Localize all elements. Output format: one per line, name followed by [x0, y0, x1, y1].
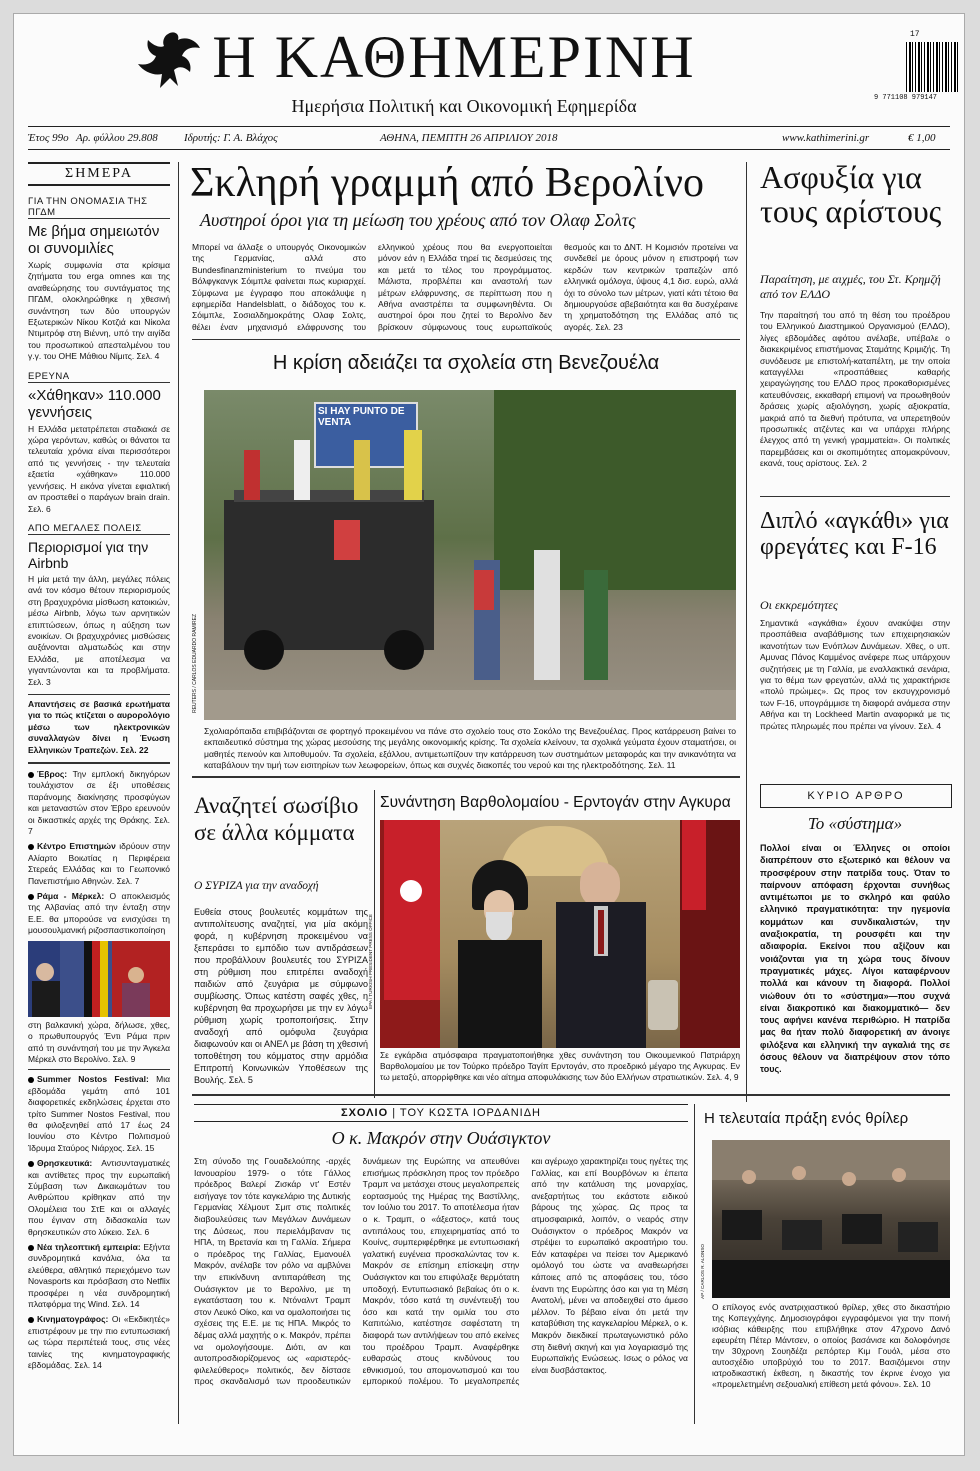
divider: [760, 496, 950, 497]
column-author: ΤΟΥ ΚΩΣΤΑ ΙΟΡΔΑΝΙΔΗ: [399, 1107, 541, 1119]
year: Έτος 99ο: [28, 132, 69, 144]
thriller-caption: Ο επίλογος ενός ανατριχιαστικού θρίλερ, χθες στο δικαστήριο της Κοπεγχάγης. Δημοσιογράφοι εγγραφόμενοι για την ποινή ισόβιας κάθειρξης που επιβλήθηκε στον 47χρονο Δανό εφευρέτη Πέτερ Μάντσεν, ο οποίος βασάνισε και δολοφόνησε την 30χρονη Σουηδέζα ρεπόρτερ Κιμ Γουόλ, μέσα στο αυτοσχέδιο υποβρύχιό του το 2017. Βασιζόμενοι στην ιατροδικαστική έκθεση, η δικαστής τον έκρινε ένοχο για «προμελετημένη σεξουαλική επίθεση μετά φόνου». Σελ. 10: [712, 1302, 950, 1389]
ankara-headline: Συνάντηση Βαρθολομαίου - Ερντογάν στην Αγκυρα: [380, 794, 731, 811]
column-title: Ο κ. Μακρόν στην Ουάσιγκτον: [331, 1128, 551, 1148]
today-label: ΣΗΜΕΡΑ: [28, 162, 170, 186]
brief-continued: στη βαλκανική χώρα, δήλωσε, χθες, ο πρωθυπουργός Έντι Ράμα πριν από τη συνάντησή του με την Άγκελα Μέρκελ στο Βερολίνο. Σελ. 9: [28, 1019, 170, 1064]
bullet-icon: [28, 894, 34, 900]
left-column: [28, 162, 170, 1371]
right-story-subtitle: Παραίτηση, με αιχμές, του Στ. Κρημζή από τον ΕΛΔΟ: [760, 272, 941, 301]
bullet-icon: [28, 1077, 34, 1083]
right-story-body: Την παραίτησή του από τη θέση του προέδρου του Ελληνικού Διαστημικού Οργανισμού (ΕΛΔΟ), λίγες εβδομάδες αφότου ανέλαβε, υπέβαλε ο διακεκριμένος επιστήμονας Σταμάτης Κριμιζής. Τη συνόδευσε με επιστολή-καταπέλτη, με την οποία καταγγέλλει «προσπάθειες καθαρής χειραγώγησης του ΕΛΔΟ προς προκαθορισμένες κατευθύνσεις, εκκαθαρή επιμονή να προωθηθούν δράσεις χωρίς αξιολόγηση, χωρίς αξιοκρατία, μακριά από τα διεθνή πρότυπα, να υπερετηθούν προσωπικές ατζέντες και να υπάρχει πλήρης έλεγχος από τη γενική γραμματεία». Οι πολιτικές παρεμβάσεις και οι σκοπιμότητες απομακρύνουν, εκανά, τους αρίστους. Σελ. 2: [760, 310, 950, 469]
brief-item: Νέα τηλεοπτική εμπειρία: Εξήντα συνδρομητικά κανάλια, όλα τα ελεύθερα, αθλητικό περιεχόμενο των Novasports και πρόσβαση στο Netflix προσφέρει η νέα συνδρομητική πλατφόρμα της Wind. Σελ. 14: [28, 1242, 170, 1310]
venezuela-caption: Σχολιαρόπαιδα επιβιβάζονται σε φορτηγό προκειμένου να πάνε στο σχολείο τους στο Σοκόλο της Βενεζουέλας. Προς κατάρρευση βαίνει το εκπαιδευτικό σύστημα της χώρας μεσούσης της μεγάλης οικονομικής κρίσης. Τα σχολεία κλείνουν, τα σχολικά γεύματα έχουν σταματήσει, οι μαθητές πεινούν και λιποθυμούν. Τα σχολεία, εξάλλου, αντιμετωπίζουν την κατάρρευση των συστημάτων μεταφοράς και την ανικανότητα να καταβάλουν την τιμή των εισιτηρίων των λεωφορείων, όπως και συχνές διακοπές του νερού και της ηλεκτροδότησης. Σελ. 11: [204, 726, 736, 771]
column-header: ΣΧΟΛΙΟ | ΤΟΥ ΚΩΣΤΑ ΙΟΡΔΑΝΙΔΗ: [194, 1104, 688, 1122]
right-story-subtitle: Οι εκκρεμότητες: [760, 598, 838, 612]
column-body: Στη σύνοδο της Γουαδελούπης -αρχές Ιανουαρίου 1979- ο τότε Γάλλος πρόεδρος Βαλερί Ζισκάρ ντ' Εστέν εισήγαγε τον τότε καγκελάριο της Δυτικής Γερμανίας Χέλμουτ Σμιτ στις πολιτικές διαβουλεύσεις των Μεγάλων Δυνάμεων της Δύσεως, που περιελάμβαναν τις ΗΠΑ, τη Βρετανία και τη Γαλλία. Σήμερα ο πρόεδρος της Γαλλίας, Εμανουέλ Μακρόν, ανέλαβε τον ρόλο να αμβλύνει την επικίνδυνη αντιπαράθεση της Ουάσιγκτον με το Βερολίνο, με τη εγκατάσταση του κ. Ντόναλντ Τραμπ στον Λευκό Οίκο, και να ομαλοποιήσει τις σχέσεις της Ε.Ε. με τις ΗΠΑ. Μικρός το δέμας αλλά μαχητής ο κ. Μακρόν, πρέπει να ομολογήσουμε. Διότι, αν και αυτοπροσδιορίζομενος ως «αριστερός-φιλελεύθερος» πολιτικός, δεν δίστασε προς σκανδαλισμό των προοδευτικών δυνάμεων της Ευρώπης να απευθύνει επισήμως πρόσκληση προς τον πρόεδρο Τραμπ να μετάσχει στους μεγαλοπρεπείς εορτασμούς της Ημέρας της Βαστίλλης, τον Ιούλιο του 2017. Το αποτέλεσμα ήταν ο κ. Τραμπ, ο «άξεστος», κατά τους αντιπάλους του, επιχειρηματίας από το Κουίνς, συμπεριφέρθηκε με εντυπωσιακή γαλατική ευγένεια προσκαλώντας τον κ. Μακρόν σε επίσημη επίσκεψη στην Ουάσιγκτον και του επιφύλαξε θερμότατη υποδοχή. Εντυπωσιακό βεβαίως ότι ο κ. Μακρόν, τόσο κατά τη συνέντευξή του όσο και κατά την ομιλία του στο Καπιτώλιο, κατέστησε σαφέστατη τη διαφορά των αντιλήψεων του από εκείνες του προέδρου Τραμπ. Αναφέρθηκε ευθαρσώς στους κινδύνους του εθνικισμού, του απομονωτισμού και του εμπορικού πολέμου. Το μεγαλοπρεπές και αγέρωχο χαρακτηρίζει τους ηγέτες της Γαλλίας, και επί Βουρβόνων κι έπειτα από την κατάλυση της μοναρχίας, ανεξαρτήτως του εκάστοτε ειδικού βάρους της χώρας. Ως προς τα ατμοσφαιρικά, λοιπόν, ο νεαρός στην Ουάσιγκτον ο πρόεδρος Μακρόν να στρέψει το ευρωπαϊκό ακροατήριο του. Εάν καταφέρει να πείσει τον Αμερικανό ομόλογό του ώστε να αναθεωρήσει κάποιες από τις αποφάσεις του, τόσο έναντι της Ευρώπης όσο και για τη Μέση Ανατολή, μένει να αποδειχθεί στο άμεσο μέλλον. Το βέβαιο είναι ότι μετά την καταβύθιση της καγκελαρίου Μέρκελ, ο κ. Μακρόν διεκδικεί πρωταγωνιστικό ρόλο στη διεθνή σκηνή και για λογαριασμό της Ευρωπαϊκής Ενώσεως. Ισως ο ρόλος να είναι δυσβάστακτος.: [194, 1156, 688, 1387]
column-rule: [178, 162, 179, 1424]
masthead-title: Η ΚΑΘΗΜΕΡΙΝΗ: [212, 24, 696, 90]
right-story-title: Ασφυξία για τους αρίστους: [760, 159, 942, 229]
issue-code: 17: [910, 30, 920, 39]
story-title: «Χάθηκαν» 110.000 γεννήσεις: [28, 386, 161, 421]
column-rule: [746, 162, 747, 1102]
brief-item: Θρησκευτικά: Αντισυνταγματικές και αντίθετες προς την ευρωπαϊκή Σύμβαση των Δικαιωμάτων του Ανθρώπου κρίθηκαν από την Ολομέλεια του ΣτΕ και οι αλλαγές που έγιναν στη διδασκαλία των θρησκευτικών στο λύκειο. Σελ. 6: [28, 1158, 170, 1237]
story-body: Η Ελλάδα μετατρέπεται σταδιακά σε χώρα γερόντων, καθώς οι θάνατοι τα τελευταία χρόνια είναι περισσότεροι από τις γεννήσεις - την τελευταία εξαετία «χάθηκαν» 110.000 γεννήσεις. Η εικόνα γίνεται εφιαλτική αν προστεθεί ο παράγων brain drain. Σελ. 6: [28, 423, 170, 514]
bullet-icon: [28, 1245, 34, 1251]
lead-headline: Σκληρή γραμμή από Βερολίνο: [190, 160, 704, 206]
masthead-subtitle: Ημερήσια Πολιτική και Οικονομική Εφημερίδα: [291, 96, 637, 116]
divider: [192, 776, 740, 778]
ankara-caption: Σε εγκάρδια ατμόσφαιρα πραγματοποιήθηκε χθες συνάντηση του Οικουμενικού Πατριάρχη Βαρθολομαίου με τον Τούρκο πρόεδρο Ταγίπ Ερντογάν, στο προεδρικό μέγαρο της Αγκυρας. Εν τω μεταξύ, απορρίφθηκε και νέο αίτημα αποφυλάκισης των δύο Ελλήνων στρατιωτικών. Σελ. 4, 9: [380, 1050, 740, 1082]
section-kicker: ΓΙΑ ΤΗΝ ΟΝΟΜΑΣΙΑ ΤΗΣ ΠΓΔΜ: [28, 196, 170, 219]
divider: [28, 1069, 170, 1070]
divider: [28, 762, 170, 764]
right-story-body: Σημαντικά «αγκάθια» έχουν ανακύψει στην προσπάθεια αναβάθμισης των επιχειρησιακών ικανοτήτων των Ενόπλων Δυνάμεων. Χθες, ο υπ. Αμυνας Πάνος Καμμένος ανέφερε πως υπάρχουν συζητήσεις με τη Γαλλία, με εναλλακτικά σενάρια, για το θέμα των φρεγατών, αλλά τις χαρακτήρισε «πολύ πρώιμες». Ως προς τον εκσυγχρονισμό των F-16, υπογράμμισε τη διαφορά ανάμεσα στην Αθήνα και τη Lockheed Martin αναφορικά με τις πρώτες πληρωμές που πρέπει να γίνουν. Σελ. 4: [760, 618, 950, 731]
venezuela-headline: Η κρίση αδειάζει τα σχολεία στη Βενεζουέλα: [272, 352, 660, 374]
photo-credit: EPA / TURKISH PRESIDENT PRESS OFFICE: [368, 914, 373, 1009]
lead-body: Μπορεί να άλλαξε ο υπουργός Οικονομικών της Γερμανίας, αλλά στο Bundesfinanzministerium το πνεύμα του Βόλφγκανγκ Σόιμπλε φαίνεται πως κυριαρχεί. Σύμφωνα με έγγραφο που αποκάλυψε η εφημερίδα Handelsblatt, ο διάδοχος του κ. Σόιμπλε, Σοσιαλδημοκράτης Ολαφ Σολτς, θέλει έναν μηχανισμό ελάφρυνσης του ελληνικού χρέους που θα ενεργοποιείται μόνον εάν η Ελλάδα τηρεί τις δεσμεύσεις της και μετά το τέλος του προγράμματος. Μάλιστα, προβλέπει και αναστολή των μέτρων ελάφρυνσης, σε περίπτωση που η Αθήνα αναστρέπει τα συμφωνηθέντα. Οι αυστηροί όροι που ζητεί το Βερολίνο δεν βρίσκουν σύμφωνους τους ευρωπαϊκούς θεσμούς και το ΔΝΤ. Η Κομισιόν προτείνει να συνδεθεί με όρους μόνον η επιστροφή των κερδών των κεντρικών τραπεζών από ελληνικά ομόλογα, ύψους 4,1 δισ. ευρώ, αλλά όχι το σύνολο των μέτρων, γιατί κάτι τέτοιο θα δημιουργούσε αβεβαιότητα και θα δυσχέραινε τη χρηματοδότηση της Ελλάδας από τις αγορές. Σελ. 23: [192, 242, 738, 332]
brief-item: Κέντρο Επιστημών ιδρύουν στην Αλίαρτο Βοιωτίας η Περιφέρεια Στερεάς Ελλάδας και το Γεωπονικό Πανεπιστήμιο Αθηνών. Σελ. 7: [28, 841, 170, 886]
bullet-icon: [28, 844, 34, 850]
bullet-icon: [28, 1161, 34, 1167]
lead-subtitle: Αυστηροί όροι για τη μείωση του χρέους από τον Ολαφ Σολτς: [200, 210, 636, 230]
syriza-subtitle: Ο ΣΥΡΙΖΑ για την αναδοχή: [194, 880, 319, 892]
website: www.kathimerini.gr: [782, 132, 870, 144]
venezuela-photo: [204, 390, 736, 720]
bullet-icon: [28, 772, 34, 778]
price: € 1,00: [908, 132, 936, 144]
story-title: Με βήμα σημειωτόν οι συνομιλίες: [28, 223, 160, 257]
syriza-headline: Αναζητεί σωσίβιο σε άλλα κόμματα: [194, 793, 359, 845]
ankara-photo: [380, 820, 740, 1048]
editorial-title: Το «σύστημα»: [807, 814, 903, 833]
section-kicker: ΑΠΟ ΜΕΓΑΛΕΣ ΠΟΛΕΙΣ: [28, 523, 170, 535]
founder: Ιδρυτής: Γ. Α. Βλάχος: [184, 132, 278, 144]
story-body: Χωρίς συμφωνία στα κρίσιμα ζητήματα του erga omnes και της αναθεώρησης του συντάγματος της ΠΓΔΜ, ολοκληρώθηκε η χθεσινή συνάντηση των δύο υπουργών Εξωτερικών Νίκου Κοτζιά και Νίκολα Ντιμιτρόφ στη Βιέννη, υπό την αιγίδα του προσωπικού απεσταλμένου του γ.γ. του ΟΗΕ Μάθιου Νίμιτς. Σελ. 4: [28, 260, 170, 362]
syriza-body: Ευθεία στους βουλευτές κομμάτων της αντιπολίτευσης αναζητεί, για μία ακόμη φορά, η κυβέρνηση προκειμένου να ξεπεράσει το εμπόδιο των αντιδράσεων που προβάλλουν βουλευτές του ΣΥΡΙΖΑ στη ρύθμιση που επιτρέπει αναδοχή παιδιών από ζευγάρια με σύμφωνο συμβίωσης. Όπως κατέστη σαφές χθες, η κυβέρνηση θα προχωρήσει με την εν λόγω ρύθμιση χωρίς τροποποιήσεις. Στην αναδοχή από ομόφυλα ζευγάρια διαφωνούν και οι ΑΝΕΛ με βάση τη χθεσινή τοποθέτηση του κόμματος στην αρμόδια Επιτροπή Κοινωνικών Υποθέσεων της Βουλής. Σελ. 5: [194, 907, 368, 1085]
thriller-photo: [712, 1140, 950, 1298]
barcode-number: 9 771108 979147: [874, 94, 938, 102]
divider: [192, 1094, 950, 1096]
newspaper-front-page: [14, 14, 964, 1455]
editorial-body: Πολλοί είναι οι Έλληνες οι οποίοι διαπρέπουν στο εξωτερικό και θέλουν να προσφέρουν στην πατρίδα τους. Όταν το παίρνουν απόφαση έρχονται συνήθως αντιμέτωποι με το σκληρό και φαύλο ελληνικό πραγματικότητα: την ηγεμονία κομμάτων και συνδικαλιστών, την αναξιοκρατία, τη ρουσφέτι και την αδιαφορία. Εκείνοι που αξίζουν και νοιάζονται για τη χώρα τους δίνουν πραγματικές μάχες. Λίγοι καταφέρνουν πολλά και κάνουν τη διαφορά. Πολλοί νιώθουν ότι το «σύστημα»—που συχνά είναι διακροπικό και διακομματικό— δεν τους αφήνει κανένα περιθώριο. Η πατρίδα μας θα ήταν πολύ διαφορετική αν άνοιγε φιλόξενα και ελληνική την αγκαλιά της σε όσους θέλουν να διαπρέψουν στον τόπο τους.: [760, 843, 950, 1075]
photo-credit: AP / CARLOS R. ALONSO: [700, 1244, 705, 1299]
rama-merkel-photo: [28, 941, 170, 1017]
editorial-label: ΚΥΡΙΟ ΑΡΘΡΟ: [760, 784, 952, 808]
info-bar: [28, 126, 950, 150]
right-story-title: Διπλό «αγκάθι» για φρεγάτες και F-16: [760, 508, 949, 560]
brief-body: Απαντήσεις σε βασικά ερωτήματα για το πώς κτίζεται ο αυρορολόγιο μέσω των ηλεκτρονικών συναλλαγών δίνει η Ένωση Ελληνικών Τραπεζών. Σελ. 22: [28, 698, 170, 755]
column-rule: [694, 1104, 695, 1424]
divider: [28, 694, 170, 695]
story-body: Η μία μετά την άλλη, μεγάλες πόλεις ανά τον κόσμο θέτουν περιορισμούς στη βραχυχρόνια μίσθωση κατοικιών, μέσω Airbnb, λόγω των αρνητικών επιπτώσεων, όπως η αύξηση των ενοικίων. Οι βραχυχρόνιες μισθώσεις αυξάνονται αλματωδώς και στην Ελλάδα, με αποτέλεσμα να γιγαντώνονται και τα προβλήματα. Σελ. 3: [28, 573, 170, 687]
truck-sign-text: SI HAY PUNTO DE VENTA: [318, 406, 405, 428]
divider: [192, 339, 740, 340]
section-kicker: ΕΡΕΥΝΑ: [28, 371, 170, 383]
brief-item: Ράμα - Μέρκελ: Ο αποκλεισμός της Αλβανίας από την ένταξη στην Ε.Ε. θα μπορούσε να ενισχύσει τη μουσουλμανική ριζοσπαστικοποίηση: [28, 891, 170, 936]
photo-credit: REUTERS / CARLOS EDUARDO RAMIREZ: [192, 614, 198, 713]
bullet-icon: [28, 1317, 34, 1323]
sheet-number: Αρ. φύλλου 29.808: [76, 132, 158, 144]
brief-item: Summer Nostos Festival: Μια εβδομάδα γεμάτη από 101 διαφορετικές εκδηλώσεις έρχεται στο τρίτο Summer Nostos Festival, που θα φιλοξενηθεί από 17 έως 24 Ιουνίου στο Κέντρο Πολιτισμού Ίδρυμα Σταύρος Νιάρχος. Σελ. 15: [28, 1074, 170, 1153]
brief-item: Έβρος: Την εμπλοκή δικηγόρων τουλάχιστον σε έξι υποθέσεις παράνομης διακίνησης προσφύγων και μεταναστών στον Έβρο ερευνούν οι δικαστικές αρχές της Θράκης. Σελ. 7: [28, 769, 170, 837]
dateline: ΑΘΗΝΑ, ΠΕΜΠΤΗ 26 ΑΠΡΙΛΙΟΥ 2018: [380, 132, 558, 144]
column-label: ΣΧΟΛΙΟ: [340, 1107, 389, 1119]
barcode-icon: [906, 42, 958, 92]
brief-item: Κινηματογράφος: Οι «Εκδικητές» επιστρέφουν με την πιο εντυπωσιακή ως τώρα περιπέτειά τους, στις νέες ταινίες της κινηματογραφικής εβδομάδας. Σελ. 14: [28, 1314, 170, 1371]
thriller-headline: Η τελευταία πράξη ενός θρίλερ: [704, 1110, 909, 1127]
story-title: Περιορισμοί για την Airbnb: [28, 538, 149, 571]
